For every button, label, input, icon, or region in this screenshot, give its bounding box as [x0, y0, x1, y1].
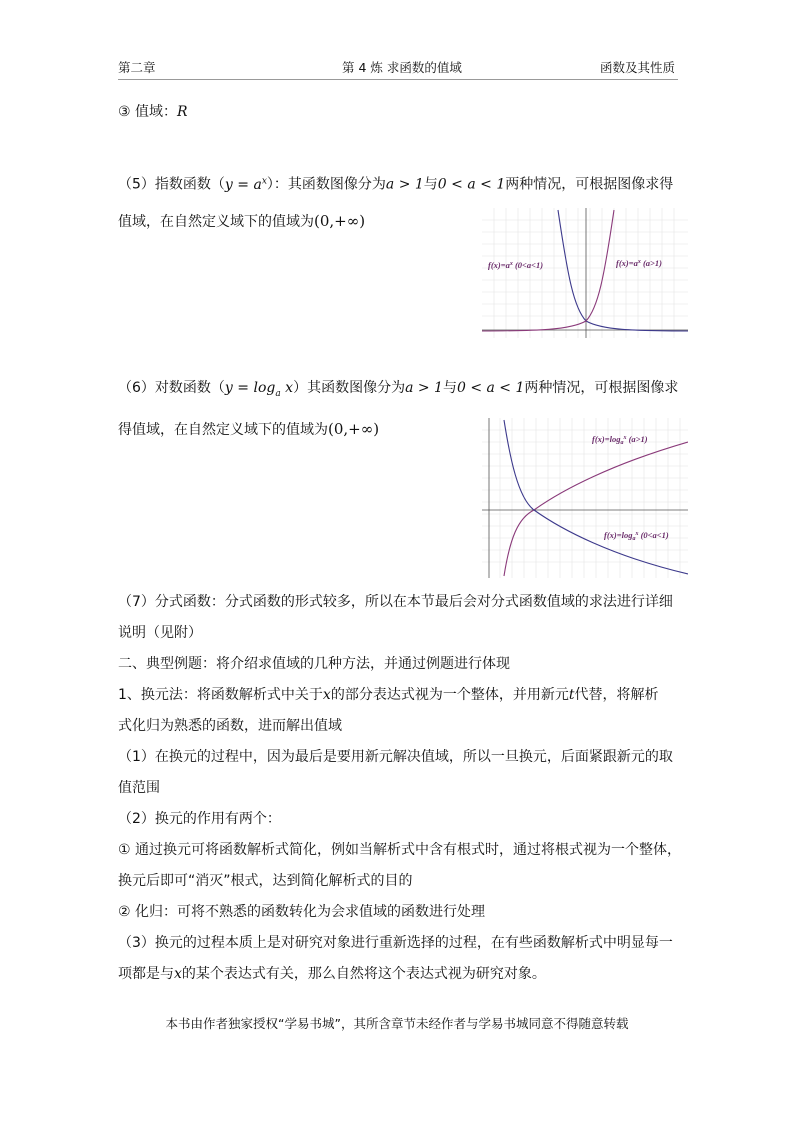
logarithm-graph — [482, 418, 688, 578]
header-chapter: 第二章 — [118, 60, 156, 75]
note-1-line1: （1）在换元的过程中，因为最后是要用新元解决值域，所以一旦换元，后面紧跟新元的取 — [118, 749, 673, 765]
exponential-formula: $y = a^x$ — [224, 176, 267, 193]
note-2-point1-line1: ① 通过换元可将函数解析式简化，例如当解析式中含有根式时，通过将根式视为一个整体， — [118, 842, 681, 858]
exp-label-left: $f(x)=a^x$ (0<a<1) — [488, 260, 544, 270]
header-topic: 函数及其性质 — [600, 60, 676, 75]
section-heading-examples: 二、典型例题：将介绍求值域的几种方法，并通过例题进行体现 — [118, 656, 510, 672]
header-divider — [118, 79, 678, 80]
fraction-paragraph-line2: 说明（见附） — [118, 625, 202, 641]
range-line: ③ 值域：R — [118, 104, 188, 120]
logarithm-paragraph-line1: （6）对数函数$(y = \log_a x)$其函数图像分为a > 1与0 < a < 1两种情况，可根据图像求 — [118, 380, 679, 399]
decreasing-exp-curve — [558, 210, 688, 331]
exponential-paragraph-line2: 值域，在自然定义域下的值域为(0,+∞) — [118, 212, 366, 230]
increasing-exp-curve — [482, 210, 614, 331]
note-3-line2: 项都是与x的某个表达式有关，那么自然将这个表达式视为研究对象。 — [118, 966, 546, 982]
copyright-footer: 本书由作者独家授权“学易书城”，其所含章节未经作者与学易书城同意不得随意转载 — [165, 1016, 629, 1031]
substitution-method-line1: 1、换元法：将函数解析式中关于x的部分表达式视为一个整体，并用新元t代替，将解析 — [118, 687, 659, 703]
log-label-bottom: $f(x)=\log_a^x$ (0<a<1) — [604, 530, 669, 542]
note-2-point2: ② 化归：可将不熟悉的函数转化为会求值域的函数进行处理 — [118, 904, 485, 920]
logarithm-paragraph-line2: 得值域，在自然定义域下的值域为(0,+∞) — [118, 420, 380, 438]
header-lesson-title: 第 4 炼 求函数的值域 — [342, 60, 462, 75]
exponential-paragraph-line1: （5）指数函数$(y = a^x)$：其函数图像分为a > 1与0 < a < 1两种情况，可根据图像求得 — [118, 176, 674, 193]
substitution-method-line2: 式化归为熟悉的函数，进而解出值域 — [118, 718, 342, 734]
logarithm-formula: $y = \log_a x$ — [224, 380, 294, 399]
exponential-graph — [482, 208, 688, 338]
log-label-top: $f(x)=\log_a^x$ (a>1) — [592, 434, 648, 446]
note-1-line2: 值范围 — [118, 780, 160, 796]
fraction-paragraph-line1: （7）分式函数：分式函数的形式较多，所以在本节最后会对分式函数值域的求法进行详细 — [118, 594, 673, 610]
exp-label-right: $f(x)=a^x$ (a>1) — [616, 258, 662, 268]
note-2-point1-line2: 换元后即可“消灭”根式，达到简化解析式的目的 — [118, 873, 413, 889]
note-3-line1: （3）换元的过程本质上是对研究对象进行重新选择的过程，在有些函数解析式中明显每一 — [118, 935, 673, 951]
note-2-heading: （2）换元的作用有两个： — [118, 811, 281, 827]
